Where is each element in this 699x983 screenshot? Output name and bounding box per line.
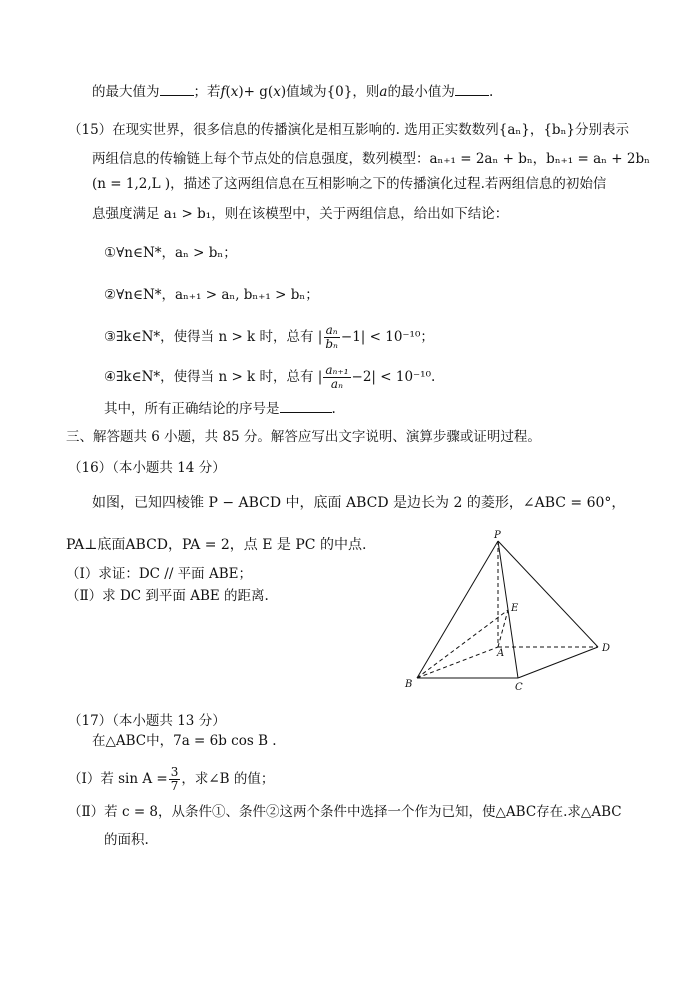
label-C: C	[515, 682, 523, 693]
edge-PD	[498, 541, 598, 647]
section-3-heading: 三、解答题共 6 小题，共 85 分。解答应写出文字说明、演算步骤或证明过程。	[66, 429, 541, 445]
c4-text-b: −2| < 10⁻¹⁰.	[351, 369, 436, 385]
q17-line-1: 在△ABC中，7a = 6b cos B .	[92, 733, 277, 749]
q16-header: （16）（本小题共 14 分）	[68, 460, 226, 476]
edge-BE	[417, 610, 508, 678]
c4-text-a: ④∃k∈N*，使得当 n > k 时，总有 |	[104, 369, 323, 385]
q14-text-4: ，则	[352, 84, 380, 100]
q17-part-1	[68, 766, 274, 793]
q14-text-1: 的最大值为	[92, 84, 160, 100]
answer-blank-1[interactable]	[160, 83, 194, 96]
q16-line-2: PA⊥底面ABCD，PA = 2，点 E 是 PC 的中点.	[66, 537, 367, 553]
q14-tail-line: 的最大值为 ；若f(x)+ g(x)值域为{0}，则a的最小值为 .	[92, 84, 494, 100]
q15-ask: 其中，所有正确结论的序号是	[104, 401, 280, 417]
answer-blank-3[interactable]	[280, 400, 332, 413]
q15-line-1	[68, 121, 629, 139]
label-E: E	[511, 603, 519, 614]
pyramid-figure	[400, 528, 630, 696]
answer-blank-2[interactable]	[455, 83, 489, 96]
q17-header: （17）（本小题共 13 分）	[68, 713, 226, 729]
q17-part-2: （Ⅱ）若 c = 8，从条件①、条件②这两个条件中选择一个作为已知，使△ABC存在.求△ABC	[68, 804, 622, 820]
q17-p1-text-b: ，求∠B 的值；	[181, 771, 275, 787]
c4-fraction	[323, 364, 350, 391]
edge-PB	[417, 541, 498, 678]
c4-frac-den: aₙ	[330, 377, 343, 391]
q15-ask-line	[104, 400, 336, 418]
label-A: A	[497, 648, 505, 659]
q14-text-3: 值域为	[286, 84, 327, 100]
c3-text-b: −1| < 10⁻¹⁰；	[340, 329, 434, 345]
q15-conclusion-4	[104, 364, 435, 391]
label-D: D	[602, 643, 611, 654]
q16-part-2: （Ⅱ）求 DC 到平面 ABE 的距离.	[66, 588, 269, 604]
q17-p1-text-a: （Ⅰ）若 sin A =	[68, 771, 168, 787]
q14-text-6: .	[488, 84, 494, 100]
q15-number: （15）	[68, 122, 113, 138]
c4-frac-num: aₙ₊₁	[325, 363, 349, 377]
q16-part-1: （Ⅰ）求证：DC // 平面 ABE；	[66, 566, 252, 582]
q15-conclusion-2: ②∀n∈N*，aₙ₊₁ > aₙ, bₙ₊₁ > bₙ；	[104, 287, 319, 303]
q17-frac-den: 7	[170, 779, 179, 793]
q14-text-5: 的最小值为	[387, 84, 455, 100]
q17-frac-num: 3	[170, 765, 179, 779]
q15-conclusion-3	[104, 324, 434, 351]
q15-line-4: 息强度满足 a₁ > b₁，则在该模型中，关于两组信息，给出如下结论：	[92, 206, 509, 222]
q17-fraction	[169, 766, 181, 793]
edge-CD	[518, 647, 598, 678]
c3-text-a: ③∃k∈N*，使得当 n > k 时，总有 |	[104, 329, 323, 345]
label-P: P	[494, 530, 501, 541]
q15-line-2: 两组信息的传输链上每个节点处的信息强度，数列模型：aₙ₊₁ = 2aₙ + bₙ，bₙ₊₁ = aₙ + 2bₙ	[92, 151, 650, 167]
c3-frac-num: aₙ	[325, 323, 338, 337]
edge-BA	[417, 647, 498, 678]
edge-AE	[498, 610, 508, 647]
q15-line-3: (n = 1,2,L )，描述了这两组信息在互相影响之下的传播演化过程.若两组信息的初始信	[92, 176, 607, 192]
q15-text-1: 在现实世界，很多信息的传播演化是相互影响的. 选用正实数数列{aₙ}，{bₙ}分别表示	[112, 122, 629, 138]
label-B: B	[405, 679, 413, 690]
q14-text-2: ；若	[193, 84, 221, 100]
c3-frac-den: bₙ	[325, 337, 338, 351]
c3-fraction	[323, 324, 340, 351]
q17-part-2-cont: 的面积.	[104, 832, 149, 848]
q16-line-1: 如图，已知四棱锥 P − ABCD 中，底面 ABCD 是边长为 2 的菱形，∠ABC = 60°，	[92, 495, 626, 511]
q15-end: .	[331, 401, 336, 417]
q15-conclusion-1: ①∀n∈N*，aₙ > bₙ；	[104, 245, 237, 261]
q14-expr: f	[220, 84, 226, 100]
